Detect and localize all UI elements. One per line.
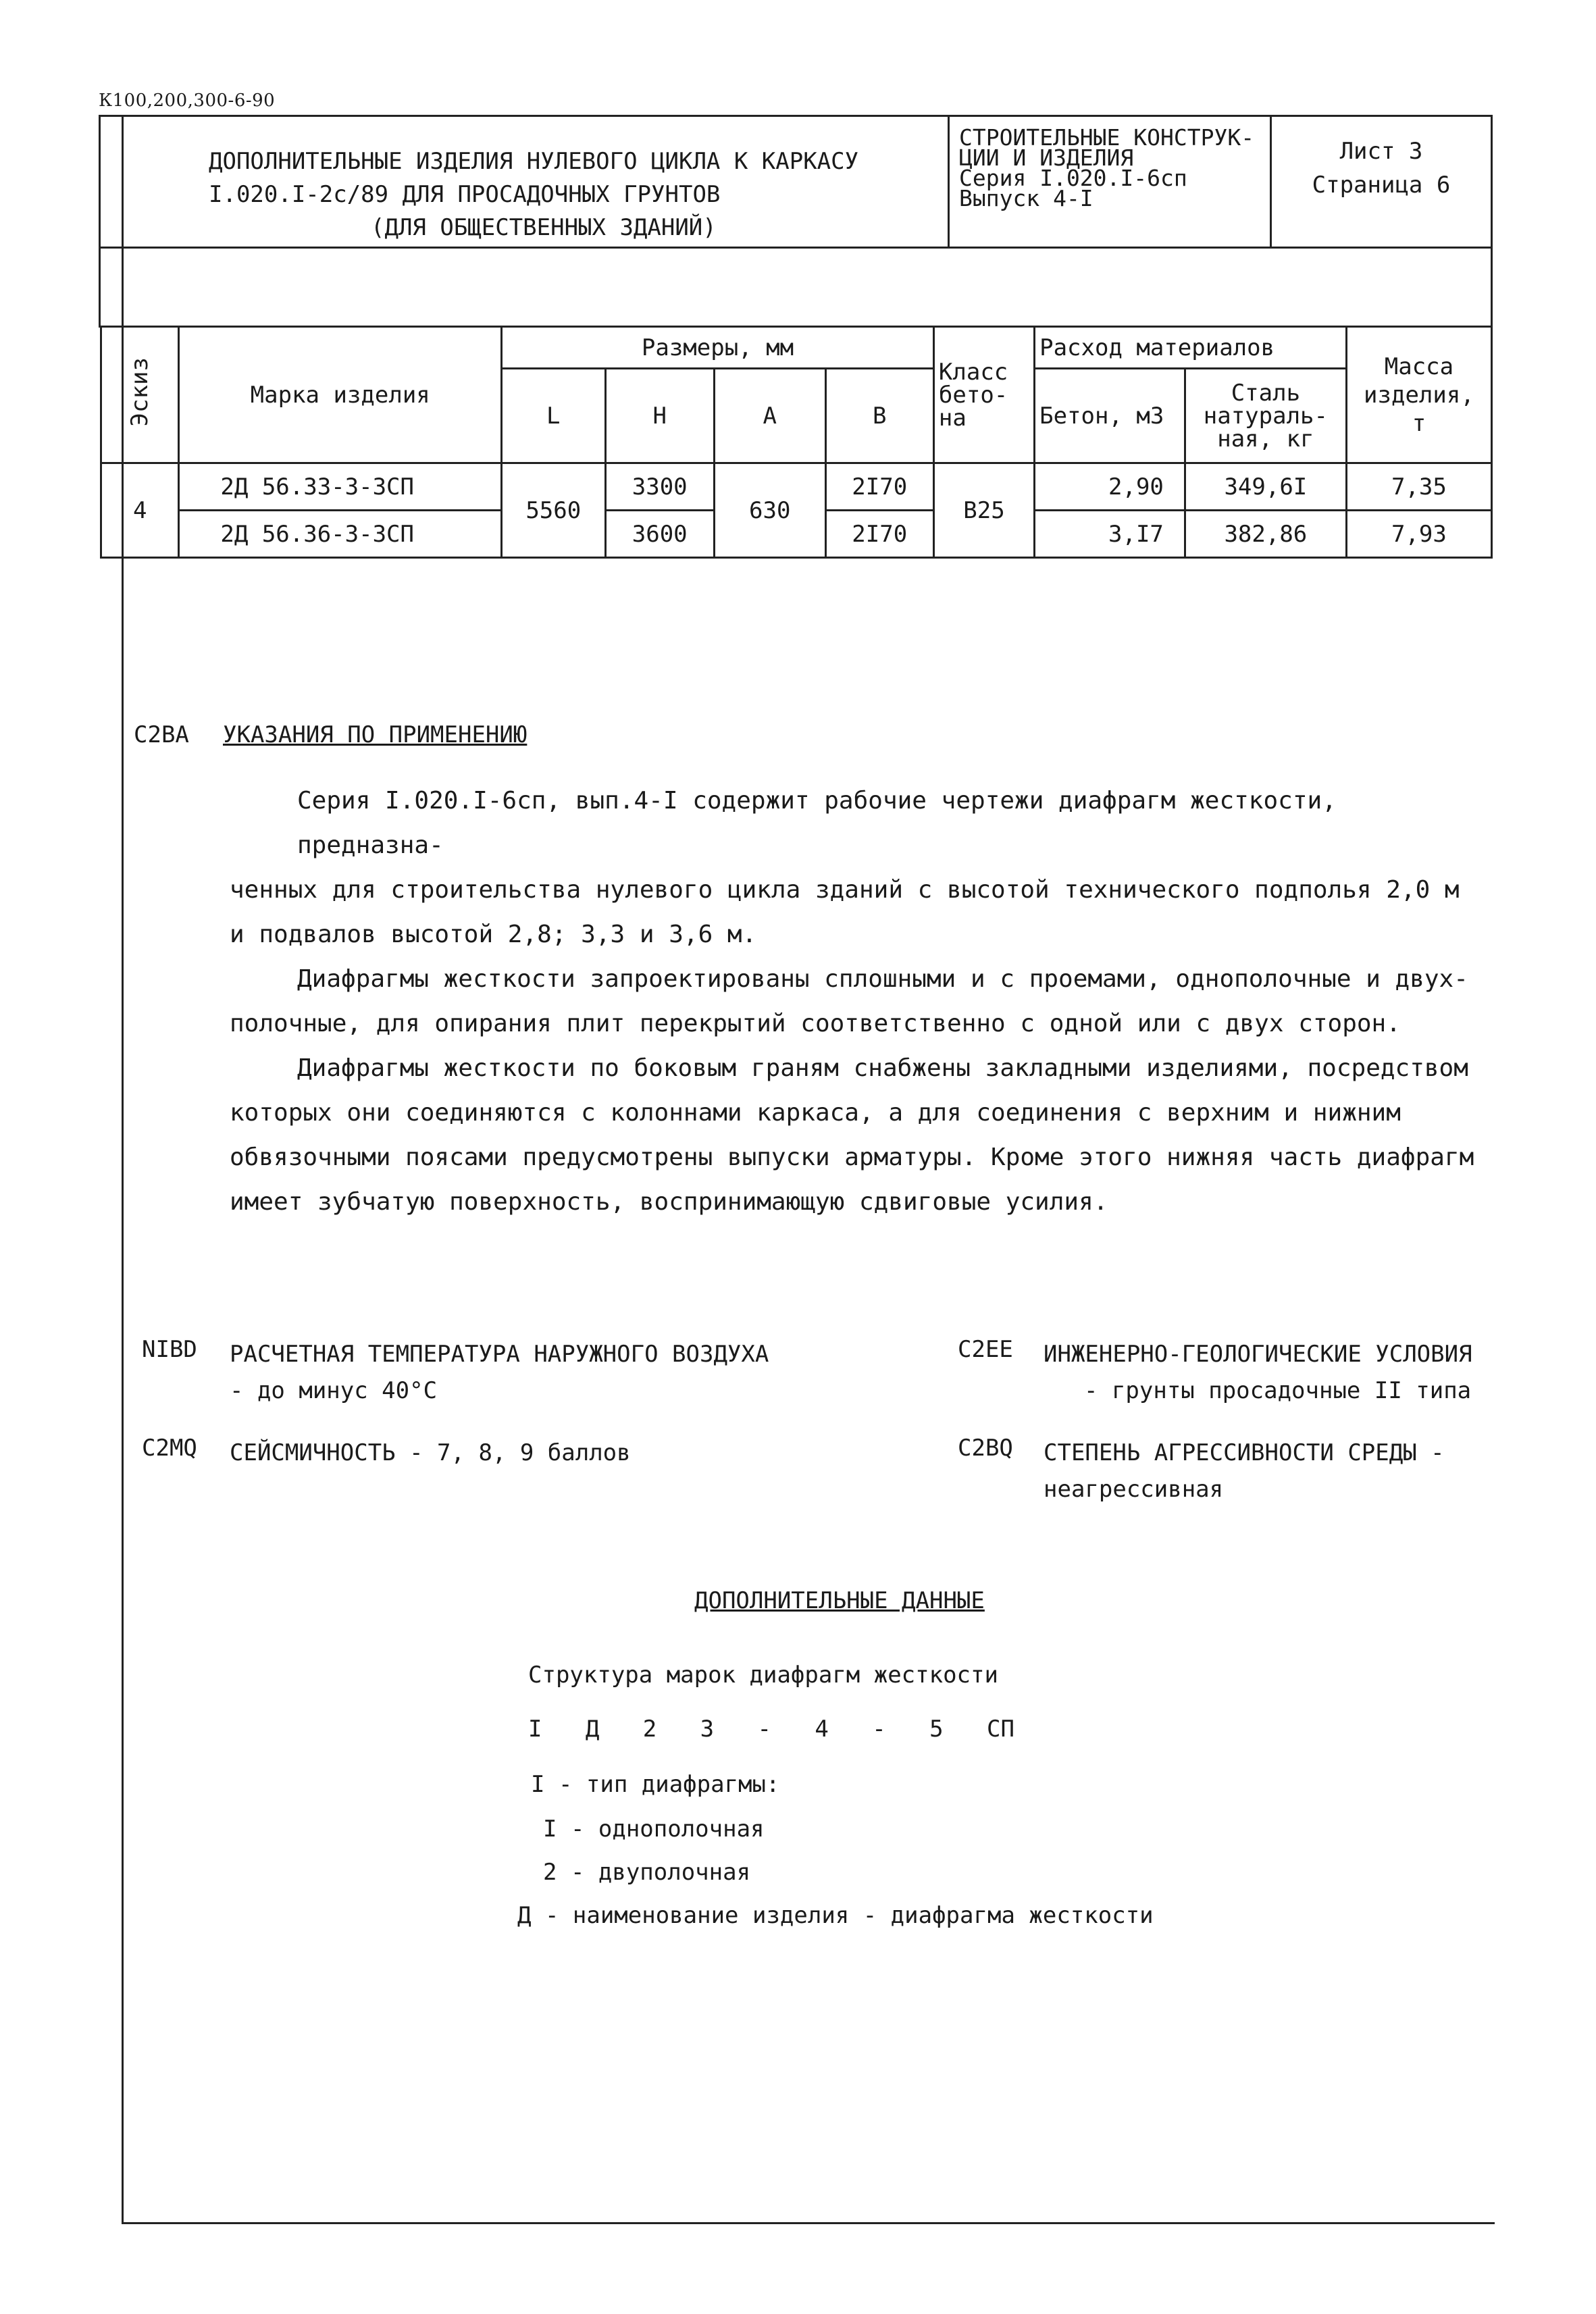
condition-line: - до минус 40°С xyxy=(230,1377,438,1404)
condition-line: ИНЖЕНЕРНО-ГЕОЛОГИЧЕСКИЕ УСЛОВИЯ xyxy=(1044,1341,1472,1368)
cell-mass: 7,93 xyxy=(1346,511,1491,558)
col-H-header: H xyxy=(605,369,714,463)
structure-part: І xyxy=(528,1716,542,1743)
products-table xyxy=(100,326,1493,559)
series-line-4: Выпуск 4-І xyxy=(959,185,1093,211)
cell-mass: 7,35 xyxy=(1346,463,1491,511)
condition-line: - грунты просадочные ІІ типа xyxy=(1084,1377,1472,1404)
usage-title: УКАЗАНИЯ ПО ПРИМЕНЕНИЮ xyxy=(223,721,527,748)
usage-code: С2ВА xyxy=(134,721,189,748)
series-line-1: СТРОИТЕЛЬНЫЕ КОНСТРУК- xyxy=(959,124,1255,151)
usage-line: полочные, для опирания плит перекрытий соответственно с одной или с двух сторон. xyxy=(230,1010,1401,1037)
page-number: Страница 6 xyxy=(1312,172,1451,199)
usage-line: Диафрагмы жесткости по боковым граням снабжены закладными изделиями, посредством xyxy=(297,1054,1468,1082)
legend-line: 2 - двуполочная xyxy=(543,1859,751,1886)
col-materials-header: Расход материалов xyxy=(1035,327,1347,369)
structure-part: 4 xyxy=(815,1716,829,1743)
condition-line: неагрессивная xyxy=(1044,1476,1224,1503)
col-steel-header: Сталь натураль- ная, кг xyxy=(1185,369,1346,463)
extra-title: ДОПОЛНИТЕЛЬНЫЕ ДАННЫЕ xyxy=(694,1587,985,1614)
cell-B: 2І70 xyxy=(825,463,933,511)
legend-line: Д - наименование изделия - диафрагма жесткости xyxy=(517,1902,1154,1929)
cell-B: 2І70 xyxy=(825,511,933,558)
header-empty-row xyxy=(99,247,1493,328)
col-mark-header: Марка изделия xyxy=(179,327,502,463)
cell-steel: 382,86 xyxy=(1185,511,1346,558)
cell-concrete: 3,І7 xyxy=(1035,511,1185,558)
condition-line: СЕЙСМИЧНОСТЬ - 7, 8, 9 баллов xyxy=(230,1439,631,1466)
condition-code: С2ВQ xyxy=(958,1435,1013,1462)
header-title-box xyxy=(99,115,950,249)
cell-H: 3600 xyxy=(605,511,714,558)
cell-class: В25 xyxy=(933,463,1034,558)
condition-code: NІВD xyxy=(142,1336,197,1363)
col-concrete-header: Бетон, м3 xyxy=(1035,369,1185,463)
document-stamp: К100,200,300-6-90 xyxy=(99,91,276,111)
col-sketch-header: Эскиз xyxy=(101,327,179,463)
header-sheet-box xyxy=(1270,115,1493,249)
col-A-header: A xyxy=(714,369,825,463)
usage-line: обвязочными поясами предусмотрены выпуски арматуры. Кроме этого нижняя часть диафрагм xyxy=(230,1143,1474,1171)
header-title-line-3: (ДЛЯ ОБЩЕСТВЕННЫХ ЗДАНИЙ) xyxy=(371,213,717,241)
structure-part: Д xyxy=(585,1716,600,1743)
structure-part: 3 xyxy=(700,1716,715,1743)
col-mass-header: Масса изделия, т xyxy=(1346,327,1491,463)
usage-line: Диафрагмы жесткости запроектированы сплошными и с проемами, однополочные и двух- xyxy=(297,965,1468,993)
header-series-box xyxy=(948,115,1272,249)
structure-part: СП xyxy=(987,1716,1014,1743)
condition-code: С2ЕЕ xyxy=(958,1336,1013,1363)
condition-line: РАСЧЕТНАЯ ТЕМПЕРАТУРА НАРУЖНОГО ВОЗДУХА xyxy=(230,1341,769,1368)
cell-steel: 349,6І xyxy=(1185,463,1346,511)
condition-code: С2МQ xyxy=(142,1435,197,1462)
structure-part: 5 xyxy=(929,1716,944,1743)
condition-text xyxy=(1044,1435,1445,1508)
col-B-header: B xyxy=(825,369,933,463)
usage-line: ченных для строительства нулевого цикла зданий с высотой технического подполья 2,0 м xyxy=(230,876,1460,904)
legend-line: І - однополочная xyxy=(543,1816,765,1843)
col-L-header: L xyxy=(502,369,606,463)
condition-text xyxy=(1044,1336,1472,1409)
col-class-header: Класс бето- на xyxy=(933,327,1034,463)
header-title-line-1: ДОПОЛНИТЕЛЬНЫЕ ИЗДЕЛИЯ НУЛЕВОГО ЦИКЛА К КАРКАСУ xyxy=(209,148,859,175)
usage-line: Серия І.020.І-6сп, вып.4-І содержит рабочие чертежи диафрагм жесткости, предназна- xyxy=(297,787,1337,859)
cell-H: 3300 xyxy=(605,463,714,511)
cell-mark: 2Д 56.33-3-3СП xyxy=(179,463,502,511)
usage-line: которых они соединяются с колоннами каркаса, а для соединения с верхним и нижним xyxy=(230,1099,1401,1127)
legend-line: І - тип диафрагмы: xyxy=(531,1771,780,1798)
col-dims-header: Размеры, мм xyxy=(502,327,934,369)
usage-line: и подвалов высотой 2,8; 3,3 и 3,6 м. xyxy=(230,921,757,948)
header-title-line-2: І.020.І-2с/89 ДЛЯ ПРОСАДОЧНЫХ ГРУНТОВ xyxy=(209,180,721,208)
condition-line: СТЕПЕНЬ АГРЕССИВНОСТИ СРЕДЫ - xyxy=(1044,1439,1445,1466)
extra-subtitle: Структура марок диафрагм жесткости xyxy=(528,1662,998,1689)
structure-part: 2 xyxy=(642,1716,657,1743)
cell-concrete: 2,90 xyxy=(1035,463,1185,511)
structure-part: - xyxy=(757,1716,771,1743)
sheet-number: Лист 3 xyxy=(1339,138,1423,165)
usage-text xyxy=(230,779,1486,1225)
usage-line: имеет зубчатую поверхность, воспринимающую сдвиговые усилия. xyxy=(230,1188,1108,1216)
series-line-3: Серия І.020.І-6сп xyxy=(959,165,1187,191)
cell-L: 5560 xyxy=(502,463,606,558)
series-line-2: ЦИИ И ИЗДЕЛИЯ xyxy=(959,145,1134,171)
cell-mark: 2Д 56.36-3-3СП xyxy=(179,511,502,558)
structure-part: - xyxy=(872,1716,886,1743)
mark-structure xyxy=(528,1716,1014,1743)
condition-text xyxy=(230,1435,631,1471)
cell-A: 630 xyxy=(714,463,825,558)
condition-text xyxy=(230,1336,769,1409)
cell-sketch: 4 xyxy=(101,463,179,558)
